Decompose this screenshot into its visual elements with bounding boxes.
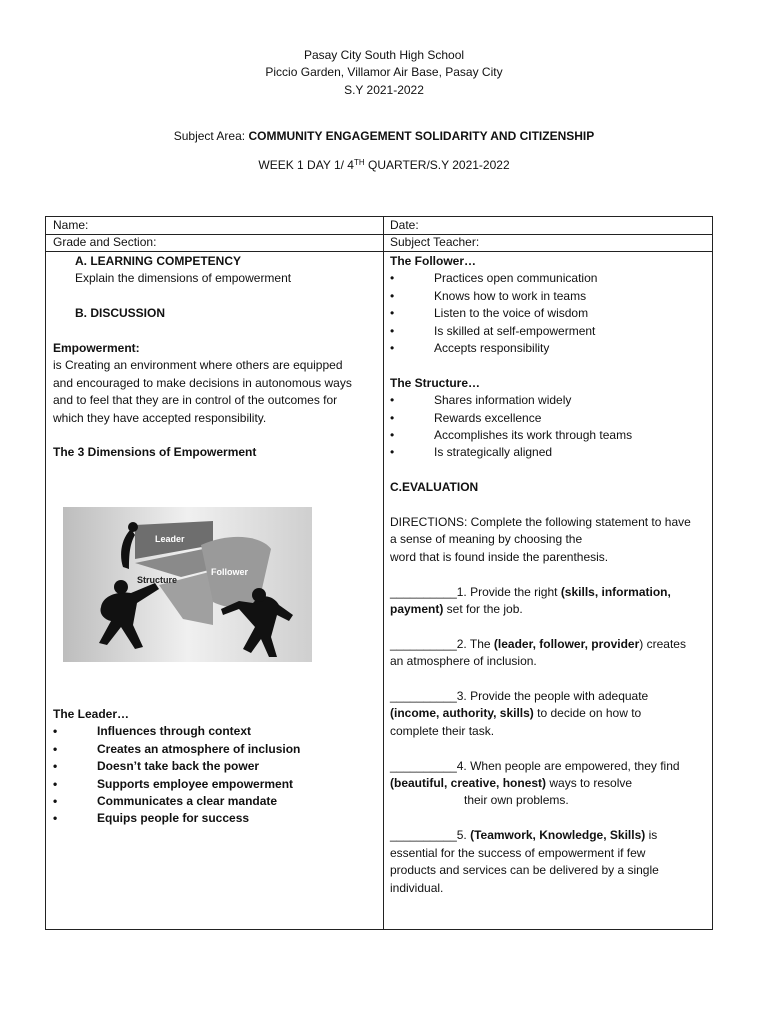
bullet: • [390, 306, 395, 321]
question-4-cont [390, 775, 710, 792]
list-item [390, 392, 710, 409]
list-item-text: Communicates a clear mandate [97, 794, 278, 809]
bullet: • [53, 724, 58, 739]
list-item-text: Supports employee empowerment [97, 776, 294, 791]
week-line [0, 157, 768, 174]
list-item [390, 340, 710, 357]
list-item [390, 288, 710, 305]
question-choices: (income, authority, skills) [390, 706, 534, 721]
question-text: products and services can be delivered by a single [390, 863, 659, 878]
leader-section [53, 706, 378, 828]
list-item [53, 723, 378, 740]
bullet: • [53, 811, 58, 826]
question-text: essential for the success of empowerment if few [390, 845, 646, 860]
list-item-text: Is strategically aligned [434, 445, 553, 460]
discussion-heading: B. DISCUSSION [75, 306, 166, 321]
list-item [53, 758, 378, 775]
list-item-text: Shares information widely [434, 393, 572, 408]
question-choices: (beautiful, creative, honest) [390, 776, 547, 791]
week-text: WEEK 1 DAY 1/ 4 [258, 158, 354, 172]
subject-area [0, 128, 768, 145]
answer-blank: __________ [390, 828, 457, 843]
bullet: • [53, 759, 58, 774]
empowerment-line: is Creating an environment where others are equipped [53, 358, 343, 373]
question-2 [390, 636, 710, 653]
question-choices: (Teamwork, Knowledge, Skills) [470, 828, 646, 843]
list-item [53, 776, 378, 793]
date-field-label: Date: [390, 218, 419, 232]
question-text: complete their task. [390, 723, 495, 738]
bullet: • [390, 288, 395, 303]
question-text: individual. [390, 880, 444, 895]
bullet: • [390, 393, 395, 408]
list-item-text: Influences through context [97, 724, 252, 739]
follower-label: Follower [211, 567, 249, 577]
answer-blank: __________ [390, 636, 457, 651]
question-text: is [645, 828, 658, 843]
bullet: • [390, 410, 395, 425]
bullet: • [390, 341, 395, 356]
question-text: ways to resolve [546, 776, 633, 791]
leader-heading: The Leader… [53, 707, 130, 721]
row-divider [46, 251, 712, 252]
list-item-text: Is skilled at self-empowerment [434, 323, 596, 338]
empowerment-line: and to feel that they are in control of the outcomes for [53, 393, 338, 408]
question-5 [390, 827, 710, 844]
subject-label: Subject Area: [173, 129, 249, 143]
list-item [390, 410, 710, 427]
question-text: to decide on how to [533, 706, 642, 721]
bullet: • [53, 741, 58, 756]
question-text: set for the job. [443, 602, 523, 617]
question-choices: (leader, follower, provider [493, 636, 640, 651]
dimensions-heading: The 3 Dimensions of Empowerment [53, 445, 257, 460]
name-field-label: Name: [53, 218, 89, 232]
list-item-text: Accomplishes its work through teams [434, 428, 633, 443]
answer-blank: __________ [390, 584, 457, 599]
answer-blank: __________ [390, 689, 457, 704]
right-column [390, 253, 710, 897]
question-1-cont [390, 601, 710, 618]
list-item-text: Doesn’t take back the power [97, 759, 260, 774]
worksheet-table [45, 216, 713, 930]
list-item [390, 305, 710, 322]
subject-teacher-label: Subject Teacher: [390, 235, 480, 249]
question-3 [390, 688, 710, 705]
question-text: 5. [456, 828, 471, 843]
left-column [53, 253, 378, 462]
directions-text: Complete the following statement to have [470, 515, 691, 530]
directions-text: word that is found inside the parenthesis. [390, 549, 609, 564]
learning-competency-heading: A. LEARNING COMPETENCY [75, 254, 242, 268]
quarter-text: QUARTER/S.Y 2021-2022 [364, 158, 510, 172]
empowerment-line: which they have accepted responsibility. [53, 410, 267, 425]
list-item [390, 270, 710, 287]
empowerment-heading: Empowerment: [53, 341, 140, 355]
question-text: ) creates [639, 636, 686, 651]
school-address: Piccio Garden, Villamor Air Base, Pasay City [265, 65, 503, 79]
list-item-text: Accepts responsibility [434, 341, 550, 356]
list-item-text: Knows how to work in teams [434, 288, 587, 303]
bullet: • [390, 271, 395, 286]
bullet: • [390, 428, 395, 443]
question-text: 1. Provide the right [456, 584, 561, 599]
list-item [53, 793, 378, 810]
empowerment-line: and encouraged to make decisions in autonomous ways [53, 375, 352, 390]
list-item [390, 444, 710, 461]
question-3-cont [390, 705, 710, 722]
list-item [53, 741, 378, 758]
leader-label: Leader [155, 534, 185, 544]
list-item [390, 323, 710, 340]
question-choices: payment) [390, 602, 444, 617]
question-1 [390, 584, 710, 601]
school-name: Pasay City South High School [303, 48, 465, 62]
follower-heading: The Follower… [390, 254, 477, 268]
learning-competency-text: Explain the dimensions of empowerment [75, 271, 292, 286]
question-text: an atmosphere of inclusion. [390, 654, 537, 669]
bullet: • [53, 776, 58, 791]
question-text: 3. Provide the people with adequate [456, 689, 649, 704]
grade-section-label: Grade and Section: [53, 235, 157, 249]
directions-text: a sense of meaning by choosing the [390, 532, 583, 547]
list-item [53, 810, 378, 827]
question-4 [390, 758, 710, 775]
list-item [390, 427, 710, 444]
list-item-text: Listen to the voice of wisdom [434, 306, 589, 321]
evaluation-heading: C.EVALUATION [390, 480, 479, 495]
question-text: 4. When people are empowered, they find [456, 758, 680, 773]
answer-blank: __________ [390, 758, 457, 773]
list-item-text: Creates an atmosphere of inclusion [97, 741, 301, 756]
bullet: • [390, 445, 395, 460]
list-item-text: Rewards excellence [434, 410, 542, 425]
week-sup: TH [353, 158, 365, 167]
question-text: 2. The [456, 636, 494, 651]
structure-label: Structure [137, 575, 178, 585]
bullet: • [390, 323, 395, 338]
structure-heading: The Structure… [390, 375, 481, 390]
column-divider [383, 217, 384, 929]
question-text: their own problems. [464, 793, 569, 808]
list-item-text: Equips people for success [97, 811, 250, 826]
directions-line [390, 514, 710, 531]
empowerment-diagram [63, 507, 312, 662]
directions-label: DIRECTIONS: [390, 515, 471, 530]
list-item-text: Practices open communication [434, 271, 598, 286]
school-year: S.Y 2021-2022 [344, 83, 424, 97]
question-choices: (skills, information, [560, 584, 671, 599]
bullet: • [53, 794, 58, 809]
subject-value: COMMUNITY ENGAGEMENT SOLIDARITY AND CITIZENSHIP [248, 129, 595, 143]
